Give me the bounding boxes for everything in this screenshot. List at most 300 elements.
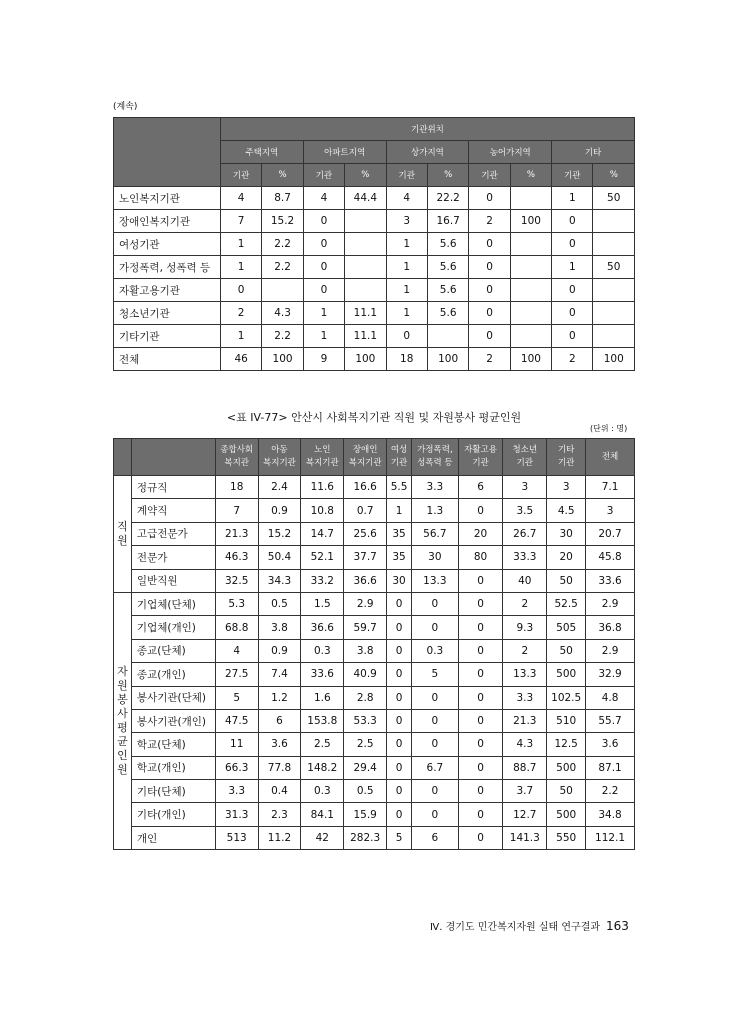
table-row	[114, 476, 635, 499]
table-cell: 0	[458, 639, 503, 662]
table-cell: 2.3	[258, 803, 301, 826]
table-cell: 68.8	[215, 616, 258, 639]
table-cell	[510, 279, 551, 302]
group-label-char: 평	[117, 721, 128, 735]
table-cell: 44.4	[345, 187, 386, 210]
table-cell: 0	[303, 256, 344, 279]
table-cell: 2.2	[586, 780, 635, 803]
table-row	[114, 348, 635, 371]
table-cell: 4	[220, 187, 261, 210]
column-header-line: 전체	[601, 451, 619, 462]
table-cell: 0	[387, 616, 412, 639]
row-label: 자활고용기관	[114, 279, 221, 302]
table-cell: 66.3	[215, 756, 258, 779]
table-cell: 1	[386, 256, 427, 279]
table-row	[114, 663, 635, 686]
column-header-line: 기관	[390, 458, 408, 468]
row-label: 기업체(단체)	[131, 592, 215, 615]
column-header	[301, 439, 344, 476]
table-cell: 30	[547, 522, 586, 545]
table-cell: 3.3	[503, 686, 547, 709]
table-cell: 9.3	[503, 616, 547, 639]
table-row	[114, 569, 635, 592]
column-header-line: 여성	[390, 445, 408, 455]
column-header	[586, 439, 635, 476]
table-cell: 40.9	[344, 663, 387, 686]
table-cell: 45.8	[586, 546, 635, 569]
table-cell: 52.5	[547, 592, 586, 615]
table-cell: 40	[503, 569, 547, 592]
table-row	[114, 546, 635, 569]
continued-label: (계속)	[113, 102, 138, 112]
table-cell: 16.7	[427, 210, 468, 233]
table-cell: 0.5	[258, 592, 301, 615]
group-label-char: 원	[117, 533, 128, 547]
table-cell: 141.3	[503, 826, 547, 849]
table-cell: 29.4	[344, 756, 387, 779]
table-cell: 0	[387, 639, 412, 662]
table-cell	[262, 279, 303, 302]
table-cell: 4	[386, 187, 427, 210]
table-cell: 500	[547, 663, 586, 686]
table-cell: 0.7	[344, 499, 387, 522]
table2-title: <표 IV-77> 안산시 사회복지기관 직원 및 자원봉사 평균인원	[226, 411, 522, 424]
table-cell: 1.2	[258, 686, 301, 709]
table-cell: 2.8	[344, 686, 387, 709]
table-cell: 0	[303, 210, 344, 233]
table-cell: 2	[503, 592, 547, 615]
table-cell: 35	[387, 522, 412, 545]
table-cell: 7.4	[258, 663, 301, 686]
table-cell	[593, 325, 635, 348]
table-cell: 0.3	[301, 780, 344, 803]
column-header	[344, 439, 387, 476]
row-label: 노인복지기관	[114, 187, 221, 210]
table-cell: 27.5	[215, 663, 258, 686]
table-cell: 36.8	[586, 616, 635, 639]
table-cell: 2	[469, 210, 510, 233]
table-row	[114, 325, 635, 348]
table-cell	[510, 233, 551, 256]
table-row	[114, 826, 635, 849]
table-cell: 1	[552, 187, 593, 210]
row-label: 봉사기관(개인)	[131, 709, 215, 732]
table-cell: 52.1	[301, 546, 344, 569]
table-row	[114, 686, 635, 709]
table1-subheader: 기관	[303, 164, 344, 187]
table1-subheader: %	[593, 164, 635, 187]
table-cell: 0	[458, 803, 503, 826]
group-label-char: 자	[117, 665, 128, 679]
table-cell: 0	[303, 279, 344, 302]
table-cell: 0	[552, 325, 593, 348]
table-cell: 1	[552, 256, 593, 279]
table-cell: 1	[220, 325, 261, 348]
table-cell: 500	[547, 803, 586, 826]
table-cell: 0	[469, 233, 510, 256]
row-label: 전문가	[131, 546, 215, 569]
table-cell	[593, 210, 635, 233]
table-row	[114, 756, 635, 779]
table-cell: 50.4	[258, 546, 301, 569]
table-cell: 20	[547, 546, 586, 569]
table-cell: 18	[215, 476, 258, 499]
group-label-char: 봉	[117, 693, 128, 707]
table-cell: 10.8	[301, 499, 344, 522]
table-cell: 36.6	[344, 569, 387, 592]
table-cell: 18	[386, 348, 427, 371]
table-cell: 0	[458, 616, 503, 639]
table-cell: 510	[547, 709, 586, 732]
column-header-line: 가정폭력,	[417, 445, 453, 455]
table-cell: 5.6	[427, 256, 468, 279]
table-cell: 32.5	[215, 569, 258, 592]
table-cell	[345, 210, 386, 233]
table-cell: 505	[547, 616, 586, 639]
table-cell: 4.8	[586, 686, 635, 709]
table-cell: 3	[386, 210, 427, 233]
table-cell: 46.3	[215, 546, 258, 569]
table-cell: 25.6	[344, 522, 387, 545]
table-cell: 21.3	[503, 709, 547, 732]
staff-volunteer-table	[113, 438, 635, 850]
table-cell: 1	[386, 233, 427, 256]
table-cell: 3.6	[258, 733, 301, 756]
row-label: 여성기관	[114, 233, 221, 256]
table-cell: 1	[220, 256, 261, 279]
table-row	[114, 733, 635, 756]
table-cell: 50	[593, 187, 635, 210]
table-cell: 0	[412, 780, 459, 803]
column-header-line: 노인	[314, 445, 331, 455]
table-cell: 77.8	[258, 756, 301, 779]
table-cell: 13.3	[503, 663, 547, 686]
column-header-line: 복지기관	[348, 458, 382, 468]
table-cell: 4.5	[547, 499, 586, 522]
table-cell: 0	[387, 663, 412, 686]
column-header	[387, 439, 412, 476]
table-cell: 30	[387, 569, 412, 592]
table-cell: 6.7	[412, 756, 459, 779]
table1-group-header: 아파트지역	[303, 141, 386, 164]
table-cell: 0	[469, 302, 510, 325]
table-cell	[593, 233, 635, 256]
table-row	[114, 522, 635, 545]
table1-group-header: 농어가지역	[469, 141, 552, 164]
table-cell: 0	[469, 187, 510, 210]
footer-text: Ⅳ. 경기도 민간복지자원 실태 연구결과	[430, 922, 601, 933]
column-header-line: 기관	[472, 458, 489, 468]
table-cell: 4	[303, 187, 344, 210]
table-cell	[510, 187, 551, 210]
table-cell: 0	[303, 233, 344, 256]
table-cell: 0	[469, 256, 510, 279]
table-cell: 15.2	[258, 522, 301, 545]
table-cell: 0	[387, 592, 412, 615]
table-row	[114, 256, 635, 279]
table-cell: 22.2	[427, 187, 468, 210]
table-cell: 0	[552, 210, 593, 233]
table-cell: 1	[303, 302, 344, 325]
table1-corner	[114, 118, 221, 187]
table-cell: 0	[469, 279, 510, 302]
table-cell: 0.9	[258, 639, 301, 662]
row-label: 기타(개인)	[131, 803, 215, 826]
table1-group-header: 주택지역	[220, 141, 303, 164]
table1-subheader: %	[262, 164, 303, 187]
table-cell: 4.3	[503, 733, 547, 756]
row-label: 종교(단체)	[131, 639, 215, 662]
row-label: 장애인복지기관	[114, 210, 221, 233]
table2-corner	[131, 439, 215, 476]
table-cell: 0	[458, 756, 503, 779]
table-cell: 0	[552, 279, 593, 302]
table-cell: 20.7	[586, 522, 635, 545]
table-cell: 3.8	[344, 639, 387, 662]
table-cell: 2.9	[344, 592, 387, 615]
table-cell: 0	[458, 709, 503, 732]
row-label: 봉사기관(단체)	[131, 686, 215, 709]
table-cell: 56.7	[412, 522, 459, 545]
table-cell: 0	[387, 803, 412, 826]
table-cell: 0	[552, 302, 593, 325]
table-row	[114, 279, 635, 302]
table-cell: 5	[412, 663, 459, 686]
table-cell: 2	[220, 302, 261, 325]
row-label: 계약직	[131, 499, 215, 522]
column-header-line: 장애인	[352, 445, 378, 455]
table-cell: 87.1	[586, 756, 635, 779]
column-header	[258, 439, 301, 476]
table-cell: 3	[547, 476, 586, 499]
table-cell: 14.7	[301, 522, 344, 545]
table-cell: 0	[386, 325, 427, 348]
table-cell: 59.7	[344, 616, 387, 639]
table-cell: 37.7	[344, 546, 387, 569]
table1-subheader: 기관	[220, 164, 261, 187]
table-cell: 0.5	[344, 780, 387, 803]
table-cell: 7.1	[586, 476, 635, 499]
table-cell: 6	[458, 476, 503, 499]
table-cell: 50	[593, 256, 635, 279]
column-header-line: 성폭력 등	[417, 458, 453, 468]
table-cell: 15.2	[262, 210, 303, 233]
table-cell: 11.1	[345, 302, 386, 325]
table-cell: 0	[458, 592, 503, 615]
table-cell: 46	[220, 348, 261, 371]
row-label: 청소년기관	[114, 302, 221, 325]
table-cell: 0.3	[412, 639, 459, 662]
table-cell: 33.2	[301, 569, 344, 592]
column-header-line: 복지관	[224, 458, 250, 468]
table-row	[114, 709, 635, 732]
group-label-char: 직	[117, 519, 128, 533]
table-cell: 148.2	[301, 756, 344, 779]
table-cell: 21.3	[215, 522, 258, 545]
table-cell: 513	[215, 826, 258, 849]
table-cell: 11	[215, 733, 258, 756]
table-cell: 4	[215, 639, 258, 662]
table-cell: 11.1	[345, 325, 386, 348]
table-cell: 3.5	[503, 499, 547, 522]
table-cell: 20	[458, 522, 503, 545]
table1-subheader: %	[345, 164, 386, 187]
column-header	[412, 439, 459, 476]
table-cell: 42	[301, 826, 344, 849]
table-cell: 3.8	[258, 616, 301, 639]
table-cell: 102.5	[547, 686, 586, 709]
group-label	[114, 592, 132, 849]
table-cell: 84.1	[301, 803, 344, 826]
institution-location-table	[113, 117, 635, 371]
table-cell: 34.3	[258, 569, 301, 592]
column-header	[547, 439, 586, 476]
table-cell: 3.7	[503, 780, 547, 803]
table-cell: 550	[547, 826, 586, 849]
table-cell	[510, 302, 551, 325]
table-cell: 2	[469, 348, 510, 371]
table-cell: 0	[458, 663, 503, 686]
table-cell: 0	[387, 733, 412, 756]
table-cell: 7	[215, 499, 258, 522]
row-label: 학교(개인)	[131, 756, 215, 779]
table-cell	[427, 325, 468, 348]
table-cell: 53.3	[344, 709, 387, 732]
table-cell: 33.6	[586, 569, 635, 592]
table1-subheader: %	[427, 164, 468, 187]
row-label: 종교(개인)	[131, 663, 215, 686]
table-cell: 112.1	[586, 826, 635, 849]
table-cell: 8.7	[262, 187, 303, 210]
table2-unit: (단위 : 명)	[590, 424, 628, 433]
table-cell: 5	[215, 686, 258, 709]
table-cell: 4.3	[262, 302, 303, 325]
table-cell: 2.5	[344, 733, 387, 756]
table1-subheader: %	[510, 164, 551, 187]
row-label: 정규직	[131, 476, 215, 499]
page-number: 163	[606, 919, 629, 933]
row-label: 가정폭력, 성폭력 등	[114, 256, 221, 279]
table-cell: 1	[303, 325, 344, 348]
table-cell: 11.2	[258, 826, 301, 849]
table-cell: 0	[412, 592, 459, 615]
group-label-char: 원	[117, 763, 128, 777]
table-cell: 3	[503, 476, 547, 499]
table-cell: 80	[458, 546, 503, 569]
table-cell: 0	[412, 733, 459, 756]
table-cell: 0	[458, 569, 503, 592]
table-cell: 0	[458, 499, 503, 522]
table-cell	[510, 256, 551, 279]
table-cell: 0	[458, 826, 503, 849]
table-cell: 11.6	[301, 476, 344, 499]
table-cell: 13.3	[412, 569, 459, 592]
table-cell: 2	[503, 639, 547, 662]
table-cell: 5.3	[215, 592, 258, 615]
table-cell: 88.7	[503, 756, 547, 779]
table-cell: 0	[469, 325, 510, 348]
table-cell	[345, 233, 386, 256]
table-cell: 1	[386, 302, 427, 325]
table-cell: 1.6	[301, 686, 344, 709]
table1-subheader: 기관	[552, 164, 593, 187]
table1-subheader: 기관	[469, 164, 510, 187]
table-cell: 2.9	[586, 639, 635, 662]
table-cell: 0.3	[301, 639, 344, 662]
column-header-line: 자활고용	[464, 445, 497, 455]
table-cell: 1	[387, 499, 412, 522]
column-header-line: 종합사회	[220, 445, 254, 455]
table-cell: 100	[593, 348, 635, 371]
table-cell: 0	[220, 279, 261, 302]
row-label: 기타(단체)	[131, 780, 215, 803]
table-cell: 0	[387, 780, 412, 803]
table-cell: 2.2	[262, 233, 303, 256]
column-header	[503, 439, 547, 476]
row-label: 개인	[131, 826, 215, 849]
column-header-line: 복지기관	[263, 458, 296, 468]
page-footer	[430, 918, 629, 933]
table-cell: 2	[552, 348, 593, 371]
table-cell: 12.7	[503, 803, 547, 826]
table-cell: 5	[387, 826, 412, 849]
table-row	[114, 210, 635, 233]
group-label-char: 인	[117, 749, 128, 763]
table-cell: 6	[258, 709, 301, 732]
table-row	[114, 616, 635, 639]
table-cell: 5.5	[387, 476, 412, 499]
table-cell: 0.4	[258, 780, 301, 803]
table-cell: 2.9	[586, 592, 635, 615]
table-cell: 47.5	[215, 709, 258, 732]
table-cell: 50	[547, 639, 586, 662]
table-cell: 6	[412, 826, 459, 849]
table-cell: 2.4	[258, 476, 301, 499]
table-cell: 30	[412, 546, 459, 569]
table-cell: 3.3	[215, 780, 258, 803]
table-cell: 36.6	[301, 616, 344, 639]
table-cell: 1.5	[301, 592, 344, 615]
table-cell: 12.5	[547, 733, 586, 756]
table-row	[114, 302, 635, 325]
column-header-line: 기타	[557, 445, 575, 455]
table-cell: 0	[552, 233, 593, 256]
table-cell: 33.6	[301, 663, 344, 686]
table-cell: 2.2	[262, 325, 303, 348]
table-cell: 500	[547, 756, 586, 779]
column-header-line: 아동	[271, 445, 288, 455]
row-label: 학교(단체)	[131, 733, 215, 756]
group-label-char: 원	[117, 679, 128, 693]
table-cell: 3.6	[586, 733, 635, 756]
group-label-char: 사	[117, 707, 128, 721]
table-cell: 1	[220, 233, 261, 256]
row-label: 기업체(개인)	[131, 616, 215, 639]
table-cell: 100	[510, 348, 551, 371]
table1-subheader: 기관	[386, 164, 427, 187]
table-cell: 50	[547, 780, 586, 803]
table-cell: 282.3	[344, 826, 387, 849]
row-label: 일반직원	[131, 569, 215, 592]
table2-corner	[114, 439, 132, 476]
table-cell: 9	[303, 348, 344, 371]
table-row	[114, 499, 635, 522]
group-label	[114, 476, 132, 593]
table-cell: 35	[387, 546, 412, 569]
table1-group-header: 상가지역	[386, 141, 469, 164]
column-header-line: 기관	[557, 458, 575, 468]
table-cell: 0	[412, 686, 459, 709]
